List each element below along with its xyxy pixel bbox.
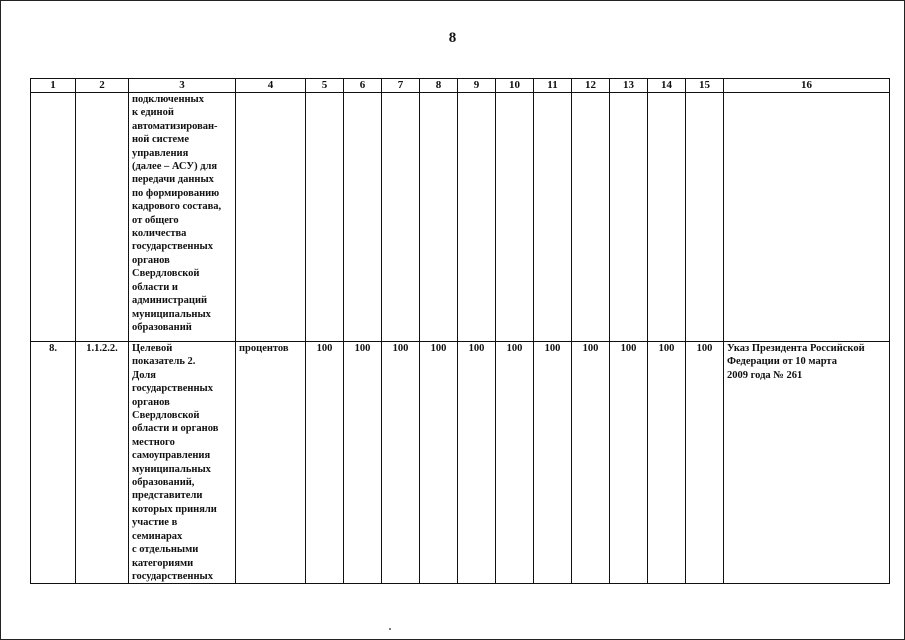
value-cell: [306, 93, 344, 342]
row-number-cell: [31, 93, 76, 342]
value-cell: 100: [496, 342, 534, 584]
unit-cell: [236, 93, 306, 342]
value-cell: [382, 93, 420, 342]
value-cell: [610, 93, 648, 342]
header-cell: 11: [534, 79, 572, 93]
header-cell: 13: [610, 79, 648, 93]
value-cell: 100: [686, 342, 724, 584]
header-cell: 10: [496, 79, 534, 93]
value-cell: [420, 93, 458, 342]
value-cell: [686, 93, 724, 342]
header-cell: 1: [31, 79, 76, 93]
indicator-description-cell: подключенных к единой автоматизирован- ной системе управления (далее – АСУ) для передачи данных по формированию кадрового состава, от общего количества государственных органов Свердловской области и администраций муниципальных образований: [129, 93, 236, 342]
code-cell: [76, 93, 129, 342]
value-cell: 100: [572, 342, 610, 584]
header-cell: 3: [129, 79, 236, 93]
unit-cell: процентов: [236, 342, 306, 584]
header-row: [31, 79, 890, 93]
value-cell: 100: [344, 342, 382, 584]
value-cell: [458, 93, 496, 342]
table-row: [31, 93, 890, 342]
header-cell: 9: [458, 79, 496, 93]
value-cell: 100: [610, 342, 648, 584]
value-cell: 100: [458, 342, 496, 584]
header-cell: 7: [382, 79, 420, 93]
value-cell: [534, 93, 572, 342]
source-cell: [724, 93, 890, 342]
code-cell: 1.1.2.2.: [76, 342, 129, 584]
row-number-cell: 8.: [31, 342, 76, 584]
header-cell: 14: [648, 79, 686, 93]
source-cell: Указ Президента Российской Федерации от 10 марта 2009 года № 261: [724, 342, 890, 584]
value-cell: [496, 93, 534, 342]
value-cell: 100: [382, 342, 420, 584]
value-cell: [572, 93, 610, 342]
header-cell: 15: [686, 79, 724, 93]
value-cell: 100: [648, 342, 686, 584]
value-cell: [344, 93, 382, 342]
header-cell: 2: [76, 79, 129, 93]
table-row: [31, 342, 890, 584]
header-cell: 6: [344, 79, 382, 93]
value-cell: 100: [534, 342, 572, 584]
header-cell: 5: [306, 79, 344, 93]
scan-speck: [389, 628, 391, 630]
indicators-table: [30, 78, 890, 584]
page-number: 8: [448, 30, 457, 46]
header-cell: 12: [572, 79, 610, 93]
value-cell: 100: [306, 342, 344, 584]
value-cell: [648, 93, 686, 342]
header-cell: 4: [236, 79, 306, 93]
indicator-description-cell: Целевой показатель 2. Доля государственных органов Свердловской области и органов местного самоуправления муниципальных образований, представители которых приняли участие в семинарах с отдельными категориями государственных: [129, 342, 236, 584]
header-cell: 16: [724, 79, 890, 93]
value-cell: 100: [420, 342, 458, 584]
header-cell: 8: [420, 79, 458, 93]
